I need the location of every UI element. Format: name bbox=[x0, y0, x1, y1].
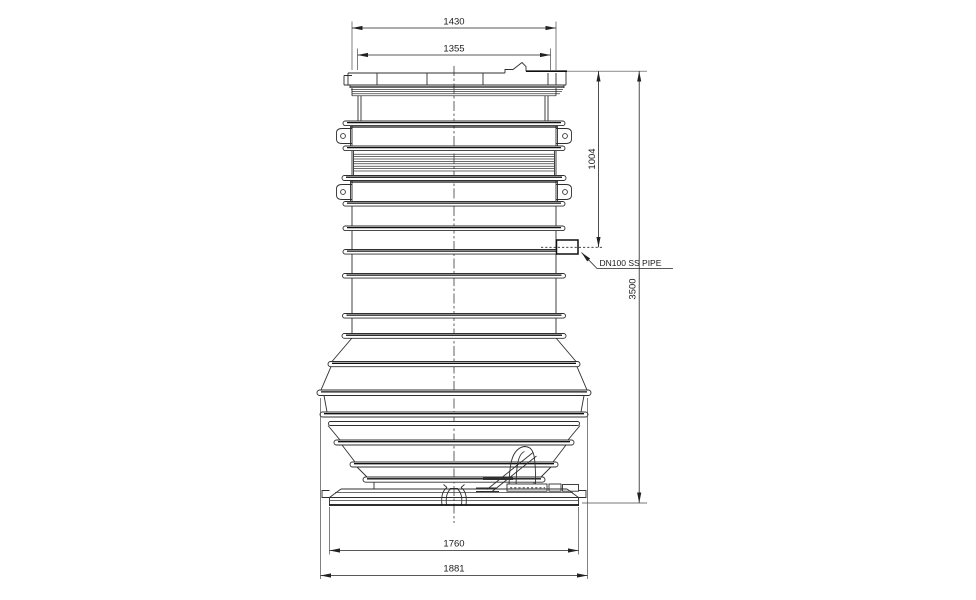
dim-overall-width-value: 1881 bbox=[443, 563, 465, 575]
lug-hole-icon bbox=[563, 134, 568, 139]
dimension-base-width bbox=[330, 507, 579, 555]
lug-hole-icon bbox=[341, 134, 346, 139]
base-lug-left bbox=[322, 491, 330, 498]
dim-inlet-height-value: 1004 bbox=[587, 148, 598, 170]
dimension-inlet-height bbox=[567, 71, 647, 247]
pipe-label bbox=[582, 253, 674, 269]
tank-lid bbox=[344, 63, 567, 96]
lug-hole-icon bbox=[563, 190, 568, 195]
discharge-elbow bbox=[476, 447, 579, 493]
dim-base-width-value: 1760 bbox=[443, 538, 465, 550]
dim-top-inner-value: 1355 bbox=[443, 43, 465, 55]
dim-total-height-value: 3500 bbox=[627, 278, 639, 300]
lid-latch-icon bbox=[505, 63, 526, 74]
dimension-total-height bbox=[582, 71, 647, 503]
pipe-label-text: DN100 SS PIPE bbox=[599, 257, 662, 268]
lug-hole-icon bbox=[341, 190, 346, 195]
base-lug-right bbox=[579, 491, 587, 498]
dim-top-outer-value: 1430 bbox=[443, 16, 465, 28]
